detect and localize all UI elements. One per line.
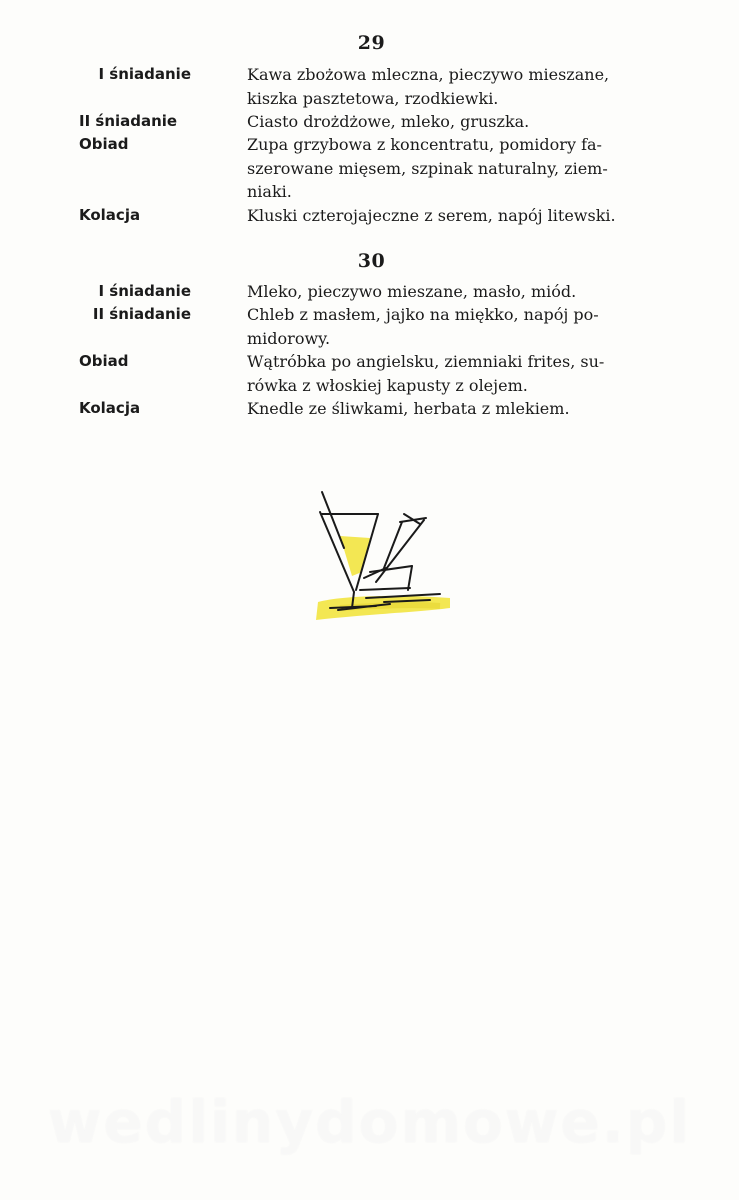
meal-label: Obiad [79,135,129,153]
meal-text-line: niaki. [247,182,292,201]
meal-text-line: kiszka pasztetowa, rzodkiewki. [247,88,499,108]
cocktail-glass-sketch-icon [300,484,460,640]
meal-text-line: Kawa zbożowa mleczna, pieczywo mieszane, [247,65,610,84]
meal-text-line: szerowane mięsem, szpinak naturalny, ziem- [247,158,608,178]
meal-text-line: Kluski czterojajeczne z serem, napój litewski. [247,206,616,225]
meal-label: Obiad [79,352,129,370]
meal-label: Kolacja [79,206,141,224]
meal-label: I śniadanie [98,282,191,300]
meal-text [247,350,669,397]
meal-label: Kolacja [79,399,141,417]
meal-text-line: Ciasto drożdżowe, mleko, gruszka. [247,112,530,131]
meal-label: I śniadanie [98,65,191,83]
meal-text-line: Knedle ze śliwkami, herbata z mlekiem. [247,399,570,418]
meal-text [247,303,669,350]
meal-text [247,397,669,421]
meal-text [247,63,669,110]
meal-text [247,110,669,134]
meal-text [247,280,669,304]
meal-text-line: Mleko, pieczywo mieszane, masło, miód. [247,282,577,301]
day-heading-29: 29 [357,32,386,54]
meal-label: II śniadanie [92,305,191,323]
meal-text-line: Wątróbka po angielsku, ziemniaki frites, su- [247,352,605,371]
meal-text-line: Chleb z masłem, jajko na miękko, napój po- [247,305,599,324]
meal-label: II śniadanie [79,112,178,130]
meal-text-line: rówka z włoskiej kapusty z olejem. [247,375,528,395]
meal-text-line: Zupa grzybowa z koncentratu, pomidory fa- [247,135,602,154]
meal-text-line: midorowy. [247,328,331,348]
meal-text [247,133,669,204]
watermark: wedlinydomowe.pl [47,1088,692,1156]
meal-text [247,204,669,228]
day-heading-30: 30 [357,250,386,272]
